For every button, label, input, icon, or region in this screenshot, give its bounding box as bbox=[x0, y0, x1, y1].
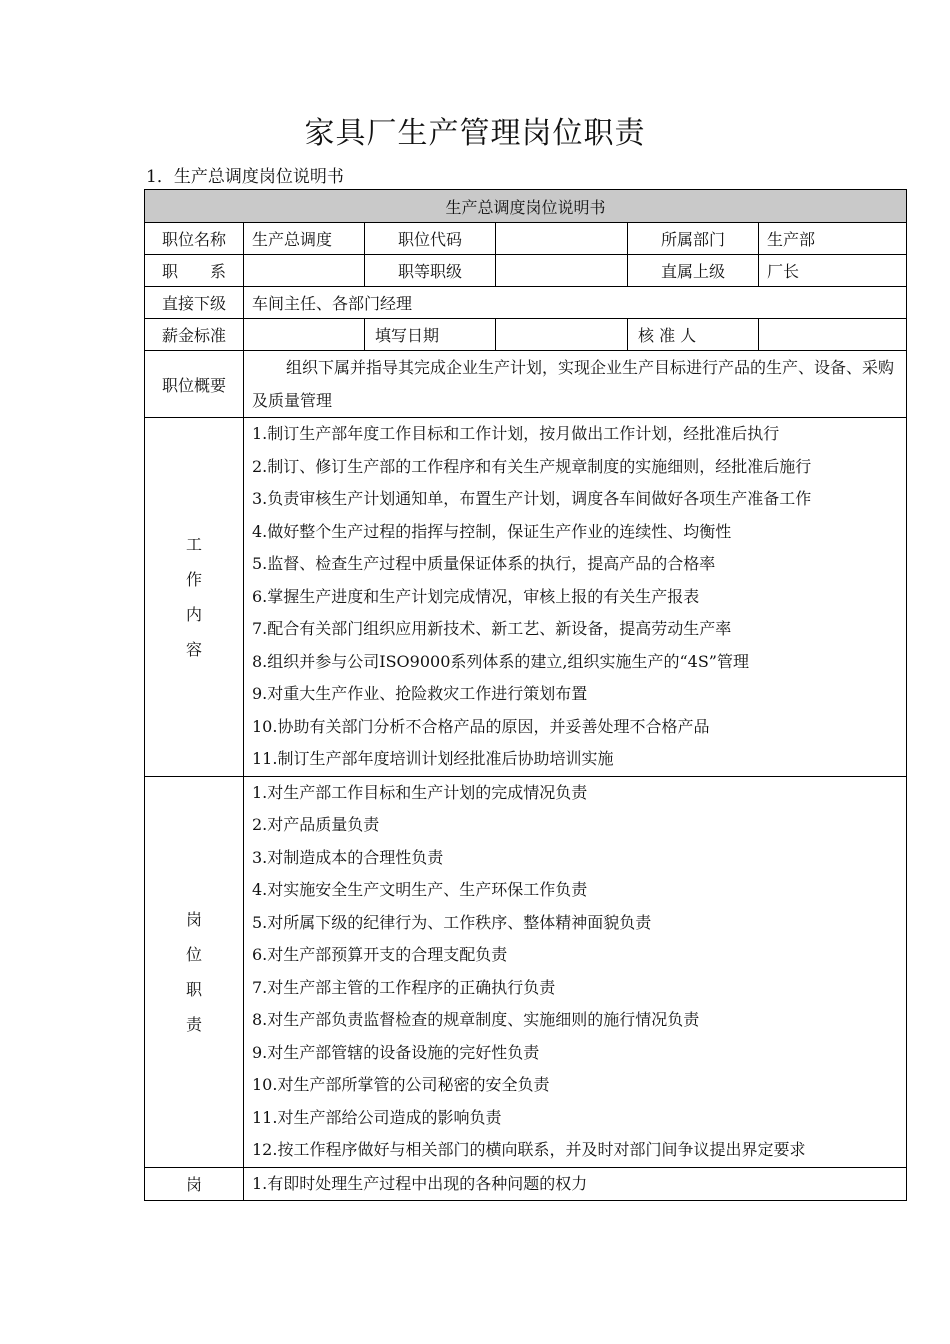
value-summary: 组织下属并指导其完成企业生产计划，实现企业生产目标进行产品的生产、设备、采购及质量管理 bbox=[244, 351, 907, 418]
table-row bbox=[145, 319, 907, 351]
job-authority-list bbox=[244, 1167, 907, 1201]
label-char: 位 bbox=[185, 944, 202, 964]
list-item: 11.制订生产部年度培训计划经批准后协助培训实施 bbox=[252, 749, 614, 768]
list-item: 6.对生产部预算开支的合理支配负责 bbox=[252, 945, 508, 964]
list-item: 11.对生产部给公司造成的影响负责 bbox=[252, 1107, 502, 1127]
label-fill-date: 填写日期 bbox=[365, 319, 496, 351]
label-direct-superior: 直属上级 bbox=[628, 255, 759, 287]
label-work-content bbox=[145, 418, 244, 777]
section-heading: 1．生产总调度岗位说明书 bbox=[146, 167, 344, 187]
label-char: 岗 bbox=[185, 909, 202, 929]
list-item: 3.对制造成本的合理性负责 bbox=[252, 847, 444, 867]
table-row bbox=[145, 418, 907, 777]
label-char: 内 bbox=[185, 604, 202, 624]
label-position-code: 职位代码 bbox=[365, 223, 496, 255]
label-approver: 核 准 人 bbox=[628, 319, 759, 351]
list-item: 9.对重大生产作业、抢险救灾工作进行策划布置 bbox=[252, 684, 588, 703]
label-salary: 薪金标准 bbox=[145, 319, 244, 351]
list-item: 5.监督、检查生产过程中质量保证体系的执行，提高产品的合格率 bbox=[252, 554, 716, 573]
value-salary bbox=[244, 319, 365, 351]
table-row bbox=[145, 255, 907, 287]
table-row bbox=[145, 776, 907, 1167]
list-item: 7.对生产部主管的工作程序的正确执行负责 bbox=[252, 977, 556, 997]
value-grade-level bbox=[496, 255, 628, 287]
table-row bbox=[145, 287, 907, 319]
job-description-table bbox=[144, 189, 907, 1201]
label-char: 责 bbox=[185, 1014, 202, 1034]
table-header: 生产总调度岗位说明书 bbox=[145, 190, 907, 223]
list-item: 4.对实施安全生产文明生产、生产环保工作负责 bbox=[252, 880, 588, 899]
list-item: 8.对生产部负责监督检查的规章制度、实施细则的施行情况负责 bbox=[252, 1010, 700, 1029]
list-item: 8.组织并参与公司ISO9000系列体系的建立,组织实施生产的“4S”管理 bbox=[252, 651, 749, 671]
table-row bbox=[145, 1167, 907, 1201]
list-item: 4.做好整个生产过程的指挥与控制，保证生产作业的连续性、均衡性 bbox=[252, 521, 732, 541]
label-position-name: 职位名称 bbox=[145, 223, 244, 255]
label-summary: 职位概要 bbox=[145, 351, 244, 418]
list-item: 2.制订、修订生产部的工作程序和有关生产规章制度的实施细则，经批准后施行 bbox=[252, 456, 812, 476]
job-duties-list bbox=[244, 776, 907, 1167]
value-direct-subordinates: 车间主任、各部门经理 bbox=[244, 287, 907, 319]
value-position-code bbox=[496, 223, 628, 255]
label-char: 容 bbox=[185, 639, 202, 659]
value-position-name: 生产总调度 bbox=[244, 223, 365, 255]
list-item: 1.对生产部工作目标和生产计划的完成情况负责 bbox=[252, 782, 588, 802]
label-job-duties bbox=[145, 776, 244, 1167]
label-char: 工 bbox=[185, 534, 202, 554]
value-approver bbox=[759, 319, 907, 351]
table-row bbox=[145, 223, 907, 255]
label-char: 职 bbox=[185, 979, 202, 999]
list-item: 6.掌握生产进度和生产计划完成情况，审核上报的有关生产报表 bbox=[252, 586, 700, 606]
value-department: 生产部 bbox=[759, 223, 907, 255]
value-job-family bbox=[244, 255, 365, 287]
label-job-authority: 岗 bbox=[145, 1167, 244, 1201]
list-item: 7.配合有关部门组织应用新技术、新工艺、新设备，提高劳动生产率 bbox=[252, 619, 732, 638]
label-direct-subordinates: 直接下级 bbox=[145, 287, 244, 319]
work-content-list bbox=[244, 418, 907, 777]
label-grade-level: 职等职级 bbox=[365, 255, 496, 287]
label-job-family: 职 系 bbox=[145, 255, 244, 287]
list-item: 10.对生产部所掌管的公司秘密的安全负责 bbox=[252, 1075, 550, 1094]
list-item: 1.制订生产部年度工作目标和工作计划，按月做出工作计划，经批准后执行 bbox=[252, 424, 780, 443]
list-item: 12.按工作程序做好与相关部门的横向联系，并及时对部门间争议提出界定要求 bbox=[252, 1140, 806, 1159]
table-row bbox=[145, 351, 907, 418]
value-direct-superior: 厂长 bbox=[759, 255, 907, 287]
label-department: 所属部门 bbox=[628, 223, 759, 255]
list-item: 9.对生产部管辖的设备设施的完好性负责 bbox=[252, 1042, 540, 1062]
label-char: 作 bbox=[185, 569, 202, 589]
page-title: 家具厂生产管理岗位职责 bbox=[304, 116, 646, 151]
list-item: 2.对产品质量负责 bbox=[252, 815, 380, 834]
list-item: 5.对所属下级的纪律行为、工作秩序、整体精神面貌负责 bbox=[252, 912, 652, 932]
list-item: 3.负责审核生产计划通知单，布置生产计划，调度各车间做好各项生产准备工作 bbox=[252, 489, 812, 508]
list-item: 1.有即时处理生产过程中出现的各种问题的权力 bbox=[252, 1173, 588, 1193]
value-fill-date bbox=[496, 319, 628, 351]
list-item: 10.协助有关部门分析不合格产品的原因，并妥善处理不合格产品 bbox=[252, 716, 710, 736]
